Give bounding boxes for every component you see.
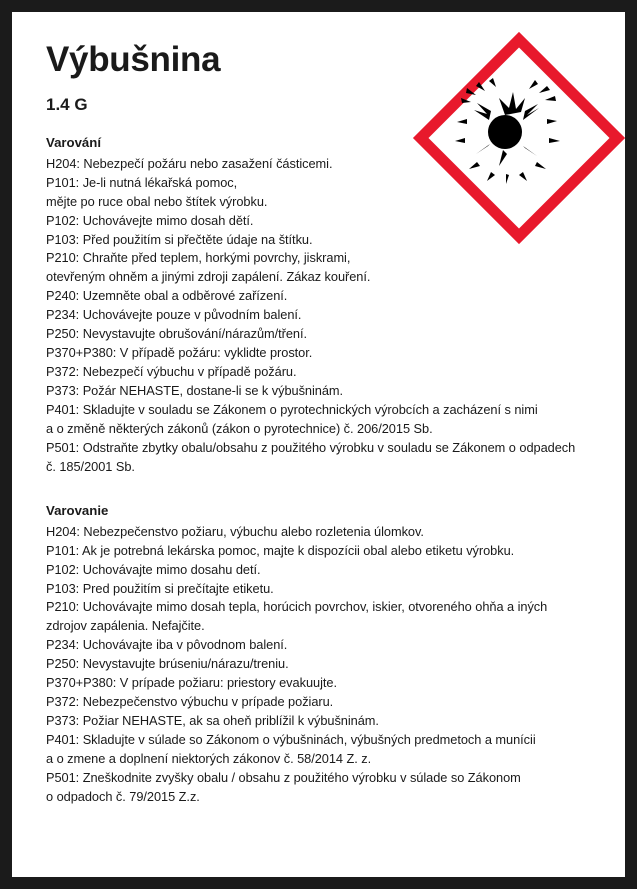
hazard-line: a o změně některých zákonů (zákon o pyrotechnice) č. 206/2015 Sb. (46, 420, 433, 436)
explosion-symbol-icon (443, 62, 573, 192)
hazard-line: P240: Uzemněte obal a odběrové zařízení. (46, 288, 288, 304)
hazard-line: a o zmene a doplnení niektorých zákonov č. 58/2014 Z. z. (46, 750, 372, 766)
section-cz (46, 134, 576, 477)
hazard-line: P210: Uchovávajte mimo dosah tepla, horúcich povrchov, iskier, otvoreného ohňa a iných (46, 599, 548, 615)
hazard-line: P372: Nebezpečí výbuchu v případě požáru. (46, 364, 297, 380)
hazard-line: P373: Požiar NEHASTE, ak sa oheň priblížil k výbušninám. (46, 713, 379, 729)
hazard-line: P102: Uchovávejte mimo dosah dětí. (46, 212, 254, 228)
hazard-line: P210: Chraňte před teplem, horkými povrchy, jiskrami, (46, 250, 351, 266)
hazard-line: P234: Uchovávejte pouze v původním balení. (46, 307, 302, 323)
page-title: Výbušnina (46, 40, 221, 79)
section-sk (46, 503, 606, 807)
hazard-line: P250: Nevystavujte obrušování/nárazům/tření. (46, 326, 307, 342)
hazard-line: P234: Uchovávajte iba v pôvodnom balení. (46, 637, 288, 653)
hazard-line: P372: Nebezpečenstvo výbuchu v prípade požiaru. (46, 694, 334, 710)
hazard-line: č. 185/2001 Sb. (46, 458, 135, 474)
hazard-line: P501: Odstraňte zbytky obalu/obsahu z použitého výrobku v souladu se Zákonem o odpadech (46, 439, 576, 455)
hazard-line: P101: Ak je potrebná lekárska pomoc, majte k dispozícii obal alebo etiketu výrobku. (46, 542, 515, 558)
hazard-line: P250: Nevystavujte brúseniu/nárazu/treniu. (46, 656, 289, 672)
hazard-line: P501: Zneškodnite zvyšky obalu / obsahu z použitého výrobku v súlade so Zákonom (46, 769, 521, 785)
hazard-line: zdrojov zapálenia. Nefajčite. (46, 618, 205, 634)
hazard-line: P103: Pred použitím si prečítajte etiketu. (46, 580, 274, 596)
label-content (12, 12, 625, 877)
hazard-line: H204: Nebezpečenstvo požiaru, výbuchu alebo rozletenia úlomkov. (46, 523, 424, 539)
hazard-line: P401: Skladujte v souladu se Zákonem o pyrotechnických výrobcích a zacházení s nimi (46, 401, 538, 417)
hazard-line: P370+P380: V prípade požiaru: priestory evakuujte. (46, 675, 337, 691)
hazard-line: o odpadoch č. 79/2015 Z.z. (46, 788, 200, 804)
section-heading-cz: Varování (46, 134, 101, 150)
section-heading-sk: Varovanie (46, 502, 109, 518)
exploding-bomb-pictogram (415, 34, 601, 220)
hazard-line: P373: Požár NEHASTE, dostane-li se k výbušninám. (46, 383, 344, 398)
hazard-line: P103: Před použitím si přečtěte údaje na štítku. (46, 231, 313, 247)
hazard-line: P370+P380: V případě požáru: vyklidte prostor. (46, 345, 313, 361)
hazard-line: mějte po ruce obal nebo štítek výrobku. (46, 193, 268, 209)
hazard-line: H204: Nebezpečí požáru nebo zasažení částicemi. (46, 155, 333, 171)
hazard-line: P401: Skladujte v súlade so Zákonom o výbušninách, výbušných predmetoch a munícii (46, 732, 536, 747)
hazard-line: P102: Uchovávajte mimo dosahu detí. (46, 561, 261, 577)
hazard-line: P101: Je-li nutná lékařská pomoc, (46, 174, 238, 190)
hazard-line: otevřeným ohněm a jinými zdroji zapálení. Zákaz kouření. (46, 269, 371, 285)
classification-code: 1.4 G (46, 94, 88, 114)
